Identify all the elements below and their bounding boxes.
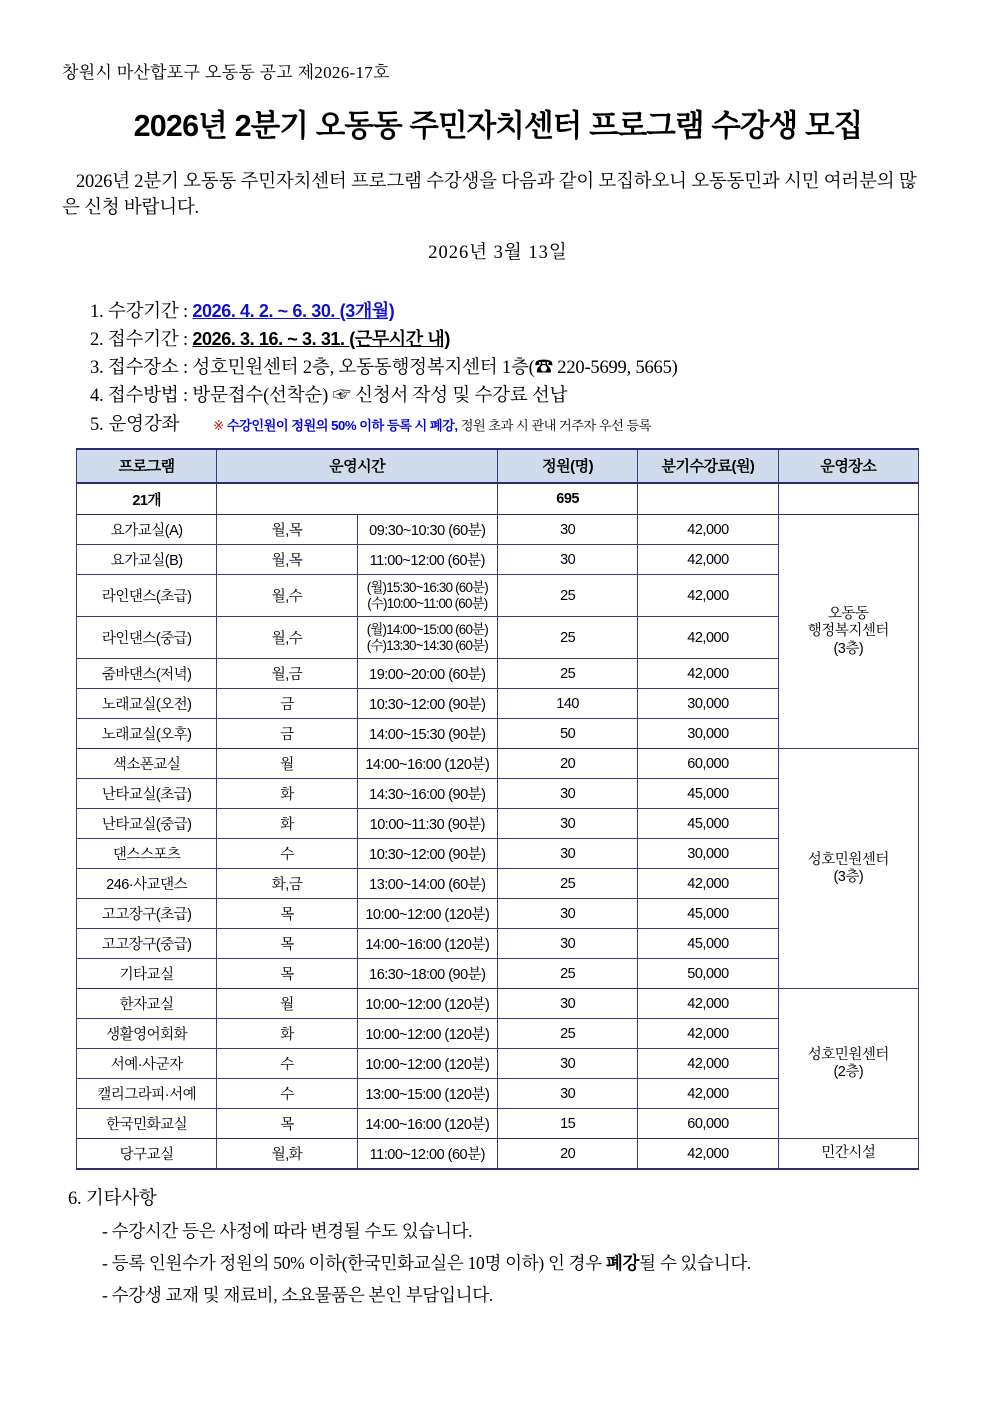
- cell-capacity: 25: [497, 617, 637, 659]
- cell-day: 금: [217, 689, 357, 719]
- item-label-1: 수강기간 :: [107, 301, 193, 322]
- cell-program: 한자교실: [77, 989, 217, 1019]
- cell-time: 14:00~16:00 (120분): [357, 929, 497, 959]
- cell-program: 라인댄스(초급): [77, 575, 217, 617]
- cell-program: 기타교실: [77, 959, 217, 989]
- cell-fee: 45,000: [638, 929, 778, 959]
- cell-day: 화: [217, 809, 357, 839]
- cell-fee: 42,000: [638, 659, 778, 689]
- cell-program: 노래교실(오후): [77, 719, 217, 749]
- list-item-4: [62, 382, 934, 410]
- cell-fee: 42,000: [638, 1019, 778, 1049]
- cell-time: 13:00~15:00 (120분): [357, 1079, 497, 1109]
- table-header: [77, 449, 919, 483]
- cell-time: 14:00~16:00 (120분): [357, 1109, 497, 1139]
- cell-program: 줌바댄스(저녁): [77, 659, 217, 689]
- cell-place: 성호민원센터 (2층): [778, 989, 918, 1139]
- cell-capacity: 20: [497, 1139, 637, 1169]
- cell-program: 색소폰교실: [77, 749, 217, 779]
- cell-time: 10:30~12:00 (90분): [357, 839, 497, 869]
- cell-capacity: 25: [497, 575, 637, 617]
- cell-fee: 50,000: [638, 959, 778, 989]
- cell-program: 요가교실(B): [77, 545, 217, 575]
- cell-program: 고고장구(중급): [77, 929, 217, 959]
- table-body: [77, 483, 919, 1169]
- footer-note-1: [68, 1218, 934, 1245]
- column-header-time: 운영시간: [217, 449, 498, 483]
- cell-capacity: 30: [497, 989, 637, 1019]
- announcement-date: 2026년 3월 13일: [428, 242, 568, 263]
- cell-time: 10:00~12:00 (120분): [357, 899, 497, 929]
- document-number: 창원시 마산합포구 오동동 공고 제2026-17호: [62, 63, 390, 82]
- cell-day: 수: [217, 839, 357, 869]
- numbered-item-list: [62, 298, 934, 436]
- cell-fee: 42,000: [638, 545, 778, 575]
- cell-capacity: 25: [497, 1019, 637, 1049]
- cell-program: 댄스스포츠: [77, 839, 217, 869]
- table-row: [77, 989, 919, 1019]
- cell-program: 캘리그라피·서예: [77, 1079, 217, 1109]
- item-value-1: 2026. 4. 2. ~ 6. 30. (3개월): [192, 300, 395, 321]
- total-time-empty: [217, 483, 498, 515]
- cell-day: 화: [217, 779, 357, 809]
- cell-fee: 45,000: [638, 809, 778, 839]
- cell-program: 난타교실(초급): [77, 779, 217, 809]
- program-schedule-table: [76, 448, 919, 1170]
- cell-capacity: 20: [497, 749, 637, 779]
- cell-time: 10:00~11:30 (90분): [357, 809, 497, 839]
- cell-capacity: 30: [497, 515, 637, 545]
- cell-time: 13:00~14:00 (60분): [357, 869, 497, 899]
- cell-place: 민간시설: [778, 1139, 918, 1169]
- cell-capacity: 30: [497, 545, 637, 575]
- column-header-fee: 분기수강료(원): [638, 449, 778, 483]
- footer-text-3: 수강생 교재 및 재료비, 소요물품은 본인 부담입니다.: [111, 1285, 493, 1306]
- cell-capacity: 30: [497, 1049, 637, 1079]
- table-header-row: [77, 449, 919, 483]
- cell-time: (월)15:30~16:30 (60분) (수)10:00~11:00 (60분): [357, 575, 497, 617]
- cell-day: 목: [217, 929, 357, 959]
- footer-title: 6. 기타사항: [68, 1188, 157, 1209]
- item-5-note: [213, 415, 651, 434]
- cell-day: 월,수: [217, 617, 357, 659]
- cell-day: 화,금: [217, 869, 357, 899]
- cell-day: 월,금: [217, 659, 357, 689]
- cell-capacity: 25: [497, 959, 637, 989]
- footer-note-3: [68, 1282, 934, 1309]
- total-place-empty: [778, 483, 918, 515]
- cell-fee: 42,000: [638, 575, 778, 617]
- cell-day: 화: [217, 1019, 357, 1049]
- cell-fee: 30,000: [638, 839, 778, 869]
- footer-text-1: 수강시간 등은 사정에 따라 변경될 수도 있습니다.: [111, 1220, 473, 1241]
- cell-capacity: 30: [497, 1079, 637, 1109]
- item-number-4: 4.: [90, 385, 104, 406]
- cell-capacity: 30: [497, 779, 637, 809]
- cell-day: 월: [217, 989, 357, 1019]
- cell-capacity: 30: [497, 809, 637, 839]
- cell-capacity: 15: [497, 1109, 637, 1139]
- cell-day: 수: [217, 1049, 357, 1079]
- cell-fee: 42,000: [638, 1049, 778, 1079]
- cell-place: 오동동 행정복지센터 (3층): [778, 515, 918, 749]
- cell-program: 246·사교댄스: [77, 869, 217, 899]
- item-number-3: 3.: [90, 357, 104, 378]
- cell-capacity: 25: [497, 659, 637, 689]
- item-5-note-rest: 정원 초과 시 관내 거주자 우선 등록: [457, 417, 652, 433]
- cell-day: 수: [217, 1079, 357, 1109]
- cell-program: 라인댄스(중급): [77, 617, 217, 659]
- list-item-5: [62, 410, 934, 436]
- cell-program: 한국민화교실: [77, 1109, 217, 1139]
- cell-day: 목: [217, 959, 357, 989]
- footer-dash-3: -: [102, 1285, 108, 1306]
- cell-fee: 42,000: [638, 1139, 778, 1169]
- cell-program: 고고장구(초급): [77, 899, 217, 929]
- cell-day: 월,수: [217, 575, 357, 617]
- asterisk-icon: ※: [213, 417, 224, 433]
- cell-time: 19:00~20:00 (60분): [357, 659, 497, 689]
- list-item-3: [62, 354, 934, 382]
- cell-program: 생활영어회화: [77, 1019, 217, 1049]
- total-capacity: 695: [497, 483, 637, 515]
- item-value-2: 2026. 3. 16. ~ 3. 31. (근무시간 내): [192, 328, 450, 349]
- item-label-2: 접수기간 :: [107, 329, 193, 350]
- item-label-5: 운영강좌: [108, 414, 180, 435]
- cell-fee: 42,000: [638, 617, 778, 659]
- cell-fee: 45,000: [638, 779, 778, 809]
- cell-program: 난타교실(중급): [77, 809, 217, 839]
- cell-day: 목: [217, 899, 357, 929]
- cell-time: 10:00~12:00 (120분): [357, 1019, 497, 1049]
- total-program-count: 21개: [77, 483, 217, 515]
- cell-capacity: 30: [497, 839, 637, 869]
- table-total-row: [77, 483, 919, 515]
- footer-text-2-post: 될 수 있습니다.: [639, 1253, 752, 1274]
- cell-time: 11:00~12:00 (60분): [357, 545, 497, 575]
- item-value-3: 성호민원센터 2층, 오동동행정복지센터 1층(☎ 220-5699, 5665): [192, 357, 678, 378]
- table-row: [77, 749, 919, 779]
- list-item-1: [62, 298, 934, 326]
- footer-section: [68, 1184, 934, 1309]
- footer-text-2-pre: 등록 인원수가 정원의 50% 이하(한국민화교실은 10명 이하) 인 경우: [111, 1253, 606, 1274]
- item-5-note-highlight: 수강인원이 정원의 50% 이하 등록 시 폐강,: [226, 417, 458, 433]
- cell-fee: 42,000: [638, 1079, 778, 1109]
- cell-capacity: 25: [497, 869, 637, 899]
- table-row: [77, 515, 919, 545]
- cell-time: 10:30~12:00 (90분): [357, 689, 497, 719]
- cell-fee: 60,000: [638, 1109, 778, 1139]
- cell-program: 노래교실(오전): [77, 689, 217, 719]
- total-fee-empty: [638, 483, 778, 515]
- footer-dash-1: -: [102, 1220, 108, 1241]
- cell-fee: 45,000: [638, 899, 778, 929]
- cell-day: 목: [217, 1109, 357, 1139]
- cell-capacity: 30: [497, 929, 637, 959]
- cell-place: 성호민원센터 (3층): [778, 749, 918, 989]
- cell-time: 11:00~12:00 (60분): [357, 1139, 497, 1169]
- footer-text-2-emphasis: 폐강: [605, 1253, 640, 1274]
- cell-fee: 42,000: [638, 869, 778, 899]
- item-label-4: 접수방법 :: [107, 385, 193, 406]
- cell-time: 14:30~16:00 (90분): [357, 779, 497, 809]
- cell-day: 월,목: [217, 545, 357, 575]
- cell-capacity: 30: [497, 899, 637, 929]
- item-label-3: 접수장소 :: [107, 357, 193, 378]
- cell-fee: 42,000: [638, 989, 778, 1019]
- footer-note-2: [68, 1250, 934, 1277]
- item-value-4: 방문접수(선착순) ☞ 신청서 작성 및 수강료 선납: [192, 385, 568, 406]
- cell-day: 월: [217, 749, 357, 779]
- cell-capacity: 140: [497, 689, 637, 719]
- cell-fee: 30,000: [638, 689, 778, 719]
- cell-capacity: 50: [497, 719, 637, 749]
- cell-time: (월)14:00~15:00 (60분) (수)13:30~14:30 (60분): [357, 617, 497, 659]
- cell-day: 금: [217, 719, 357, 749]
- item-number-2: 2.: [90, 329, 104, 350]
- cell-program: 당구교실: [77, 1139, 217, 1169]
- cell-time: 10:00~12:00 (120분): [357, 1049, 497, 1079]
- cell-program: 요가교실(A): [77, 515, 217, 545]
- column-header-place: 운영장소: [778, 449, 918, 483]
- cell-time: 14:00~16:00 (120분): [357, 749, 497, 779]
- list-item-2: [62, 326, 934, 354]
- page-title: 2026년 2분기 오동동 주민자치센터 프로그램 수강생 모집: [133, 109, 863, 143]
- table-row: [77, 1139, 919, 1169]
- cell-fee: 30,000: [638, 719, 778, 749]
- cell-time: 16:30~18:00 (90분): [357, 959, 497, 989]
- cell-fee: 42,000: [638, 515, 778, 545]
- item-number-1: 1.: [90, 301, 104, 322]
- item-number-5: 5.: [90, 414, 104, 435]
- cell-time: 09:30~10:30 (60분): [357, 515, 497, 545]
- cell-time: 10:00~12:00 (120분): [357, 989, 497, 1019]
- cell-day: 월,화: [217, 1139, 357, 1169]
- footer-dash-2: -: [102, 1253, 108, 1274]
- cell-day: 월,목: [217, 515, 357, 545]
- column-header-capacity: 정원(명): [497, 449, 637, 483]
- cell-program: 서예·사군자: [77, 1049, 217, 1079]
- column-header-program: 프로그램: [77, 449, 217, 483]
- intro-paragraph: 2026년 2분기 오동동 주민자치센터 프로그램 수강생을 다음과 같이 모집하오니 오동동민과 시민 여러분의 많은 신청 바랍니다.: [62, 172, 917, 219]
- cell-time: 14:00~15:30 (90분): [357, 719, 497, 749]
- cell-fee: 60,000: [638, 749, 778, 779]
